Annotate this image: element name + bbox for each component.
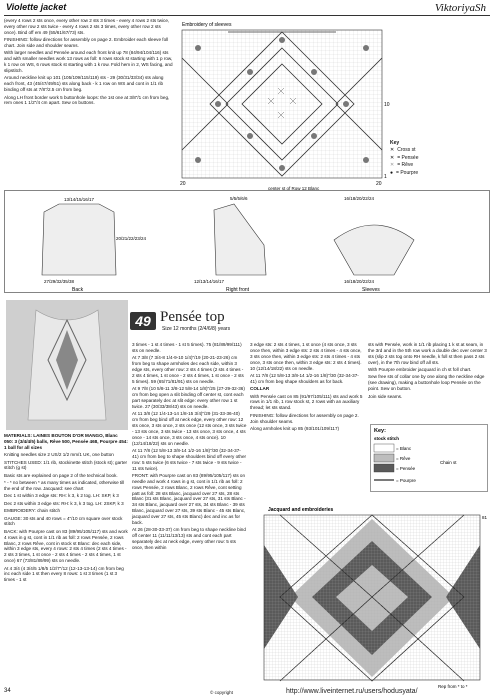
axis-left: 20	[180, 181, 186, 187]
para: At 11 3/8 (12 1/4-13-14 1/8-15 3/4)"/29 (31-33-36-40) cm from beg bind off at neck edge, every other row: 12 sts once, 3 sts once, 2 sts once (12 sts once, 3 sts twice - 13 sts once, 3 sts twice - 13 sts once, 3 sts once, 4 sts once - 14 sts once, 3 sts once, 4 sts once). 10 (12/14/18/22) sts on needle.	[132, 411, 247, 446]
jacquard-chart	[258, 505, 488, 690]
para: Sew free sts of collar one by one along the neckline edge (see drawing), making a buttonhole loop Pensée on the point. Sew on button.	[368, 374, 485, 392]
para: FINISHING: follow directions for assembly on page 2. Embroider each sleeve foll chart. Join side and shoulder seams.	[4, 37, 169, 48]
section-title: Pensée top	[160, 309, 225, 325]
cross-icon: ✕	[390, 162, 395, 169]
para: With larger needles and Pensée around each front knit up 78 (84/94/104/116) sts and with smaller needles work 13 rows as foll: 6 rows stock st starting with 1 p row, k 1 row on WS, 6 rows stock st starting with 1 k row. Fold hem in 2, WS facing, and slipstitch.	[4, 50, 173, 73]
jacquard-key	[370, 424, 488, 492]
section-number: 49	[130, 312, 156, 330]
para: At 11 7/8 (12 5/8-13 3/8-14 1/2-16 1/8)"/30 (32-34-37-41) cm from beg shape shoulders as for back.	[250, 372, 359, 384]
source-url[interactable]: http://www.liveinternet.ru/users/hodusyata/	[286, 688, 418, 695]
page-header	[4, 2, 490, 16]
product-photo	[6, 300, 128, 430]
key-label: = Pensée	[397, 154, 419, 161]
para: Join side seams.	[368, 393, 403, 399]
axis-bottom: 1	[384, 174, 387, 180]
key-label: = Pourpre	[396, 169, 419, 176]
axis-mid: 10	[384, 102, 390, 108]
para: COLLAR	[250, 386, 270, 392]
key-label: = Blanc	[396, 446, 412, 451]
jacket-instructions	[4, 18, 174, 183]
materials-column	[4, 433, 128, 688]
header-title: Violette jacket	[6, 2, 67, 12]
front-bottom: 12/13/14/16/17	[194, 279, 225, 284]
para: At 7 3/8 (7 3/4-8 1/4-9-10 1/4)"/19 (20-21-23-26) cm from beg to shape armholes dec each side, within 3 edge sts, every other row: 2 sts 4 times (2 sts 4 times - 2 sts 4 times, 1 st once - 2 sts 4 times, 1 st once - 2 sts 5 times). 59 (65/71/81/91) sts on needle.	[132, 355, 244, 384]
key-label: = Pensée	[396, 466, 416, 471]
front-label: Right front	[226, 287, 250, 293]
para: sts with Pensée, work in 1/1 rib placing 1 k st at seam, in the 3rd and in the 5th row work a double dec over center 3 sts (slip 2 sts tog onto RH needle, k foll st then pass 2 sts over), in the 7th row bind off all sts.	[368, 342, 487, 365]
key-label: = Rêve	[396, 456, 411, 461]
para: With Pensée cast on 85 (91/97/105/111) sts and work 5 rows in 1/1 rib, 1 row stock st, 2 rows with an auxiliary thread; let sts stand.	[250, 393, 363, 411]
axis-right: 20	[376, 181, 382, 187]
para: EMBROIDERY: chain stitch	[4, 508, 61, 514]
chart-rows: 81	[482, 515, 488, 520]
para: At 11 7/8 (12 5/8-13 3/8-14 1/2-16 1/8)"/30 (32-34-37-41) cm from beg to shape shoulders bind off every other row: 5 sts twice (6 sts twice - 7 sts twice - 9 sts twice - 11 sts twice).	[132, 447, 247, 471]
cross-icon: ✕	[390, 154, 395, 161]
copyright: © copyright	[210, 690, 233, 695]
finishing-instructions	[368, 342, 490, 422]
para: * - * no between * as many times as indicated, otherwise till the end of the row. Jacquard: see chart	[4, 480, 125, 491]
section-header	[130, 300, 490, 340]
para: At 4 3/4 (4 3/4/5 1/8/5 1/2/7"/12 (12-13-13-14) cm from beg inc each side 1 st then every 8 rows: 1 st 3 times (1 st 3 times - 1 st	[4, 565, 124, 583]
back-mid: 20/21/22/23/24	[116, 236, 147, 241]
front-top: 5/5/5/6/6	[230, 196, 248, 201]
chain-label: Chain st	[440, 460, 457, 465]
collar-instructions	[250, 342, 365, 502]
para: At 9 7/8 (10 5/8-11 3/8-12 5/8-14 1/8)"/25 (27-29-32-36) cm from beg open a slit binding off center st, cont each part separately dec at slit edge: every other row 1 st twice. 27 (30/33/38/43) sts on needle.	[132, 386, 245, 409]
key-label: = Rêve	[397, 162, 414, 169]
jacket-schematics	[4, 190, 490, 295]
embroidery-key	[390, 140, 470, 177]
para: 3 edge sts: 2 sts 4 times, 1 st once (4 sts once, 3 sts once then, within 3 edge sts: 2 sts 4 times - 4 sts once, 3 sts once then, within 3 edge sts: 2 sts 4 times - 4 sts once, 3 sts once then, within 3 edge sts: 2 sts 4 times). 10 (12/14/18/22) sts on needle.	[250, 342, 362, 371]
back-bottom: 27/29/32/35/38	[44, 279, 75, 284]
key-title: Key	[390, 140, 400, 146]
para: FRONT: with Pourpre cast on 83 (89/95/105/117) sts on needle and work 4 rows in g st, cont in 1/1 rib as foll: 2 rows Pensée, 2 rows Blanc, 2 rows Rêve, cont setting patt as foll: 28 sts Blanc, jacquard over 27 sts, 28 sts Blanc (31 sts Blanc, jacquard over 27 sts, 31 sts Blanc - 34 sts Blanc, jacquard over 27 sts, 34 sts Blanc - 39 sts Blanc, jacquard over 27 sts, 39 sts Blanc - 45 sts Blanc, jacquard over 27 sts, 45 sts Blanc) dec and inc as for back.	[132, 472, 246, 525]
key-sub: stock stitch	[374, 436, 400, 441]
para: STITCHES USED: 1/1 rib, stockinette stitch (stock st); garter stitch (g st)	[4, 459, 128, 471]
para: FINISHING: follow directions for assembly on page 2. Join shoulder seams.	[250, 412, 359, 424]
key-title: Key:	[374, 428, 386, 434]
para: Dec 1 st within 3 edge sts: RH: k 3, k 2 tog. LH: SKP, k 3	[4, 493, 119, 499]
page-number: 34	[4, 688, 11, 694]
sleeve-label: Sleeves	[362, 287, 380, 293]
chart-repeat: Rep from * to *	[438, 684, 468, 689]
para: (every 4 rows 2 sts once, every other row 2 sts 3 times - every 4 rows 2 sts twice, every other row 2 sts twice - every 4 rows 2 sts 3 times, every other row 2 sts once). Bind off em 49 (55/61/67/73) sts.	[4, 18, 170, 35]
back-shape	[42, 204, 116, 275]
sleeve-top: 16/18/20/22/24	[344, 196, 375, 201]
sleeve-bottom: 16/18/20/22/24	[344, 279, 375, 284]
key-row	[390, 147, 470, 153]
sleeve-shape	[334, 225, 414, 275]
section-size: Size 12 months (2/4/6/8) years	[162, 326, 231, 332]
para: Along LH front border work 5 buttonhole loops: the 1st one at 3/8"/1 cm from beg, rem ones 1 1/2"/4 cm apart. Sew on buttons.	[4, 94, 170, 106]
key-row	[390, 162, 470, 168]
front-shape	[214, 204, 266, 275]
sleeve-embroidery-chart	[178, 18, 388, 193]
para: MATERIALS: LAINES BOUTON D'OR MANGO, Blanc 050: 3 (3/4/4/5) balls, Rêve 500, Pensée 468, Pourpre 454: 1 ball for all sizes	[4, 433, 128, 450]
dot-icon: ●	[390, 169, 394, 176]
para: Along armholes knit up 85 (93/101/109/117)	[250, 425, 340, 431]
chart-title: Embroidery of sleeves	[182, 22, 232, 28]
key-label: = Pourpre	[396, 478, 416, 483]
back-label: Back	[72, 287, 84, 293]
key-row	[390, 170, 470, 176]
para: 3 times - 1 st 4 times - 1 st 5 times). 75 (81/89/99/111) sts on needle.	[132, 342, 242, 353]
key-label: Cross st	[397, 147, 416, 154]
para: With Pourpre embroider jacquard in ch st foll chart.	[368, 367, 472, 372]
back-top: 13/14/15/16/17	[64, 197, 95, 202]
para: Dec 2 sts within 3 edge sts: RH: k 3, k 3 tog. LH: 2SKP, k 3	[4, 500, 124, 506]
para: Around neckline knit up 101 (105/109/115/119) sts - 29 (30/31/33/34) sts along each front, 43 (45/47/49/51) sts along back - k 1 row on WS and cont in 1/1 rib binding off sts at 7/8"/2.5 cm from beg.	[4, 75, 164, 93]
header-rule	[4, 15, 490, 16]
key-row	[390, 155, 470, 161]
brand-logo: ViktoriyaSh	[434, 2, 486, 14]
para: GAUGE: 30 sts and 40 rows = 4"/10 cm square over stock stitch	[4, 515, 123, 527]
chart-title: Jacquard and embroideries	[268, 507, 334, 513]
para: Basic sts are explained on page 2 of the technical book.	[4, 472, 118, 478]
back-front-instructions	[132, 342, 247, 687]
para: Knitting needles size 2 US/2 1/2 mm/1 UK, one button	[4, 452, 114, 458]
center-label: center st of Row 12 Blanc	[268, 186, 320, 191]
para: At 26 (28-30-33-37) cm from beg to shape neckline bind off center 11 (11/11/13/13) sts and cont each part separately dec at neck edge, every other row: 5 sts once, then within	[132, 527, 246, 550]
cross-icon: ✕	[390, 147, 395, 154]
para: BACK: with Pourpre cast on 83 (89/95/105/117) sts and work 4 rows in g st, cont in 1/1 rib as foll: 2 rows Pensée, 2 rows Blanc, 2 rows Rêve, cont in stock st Blanc: dec each side, within 3 edge sts, every 4 rows: 2 sts 4 times (2 sts 4 times - 2 sts 3 times, 1 st once - 2 sts 4 times - 2 sts 4 times, 1 st once) 67 (73/81/89/99) sts on needle.	[4, 528, 128, 564]
chart-grid	[182, 30, 382, 178]
